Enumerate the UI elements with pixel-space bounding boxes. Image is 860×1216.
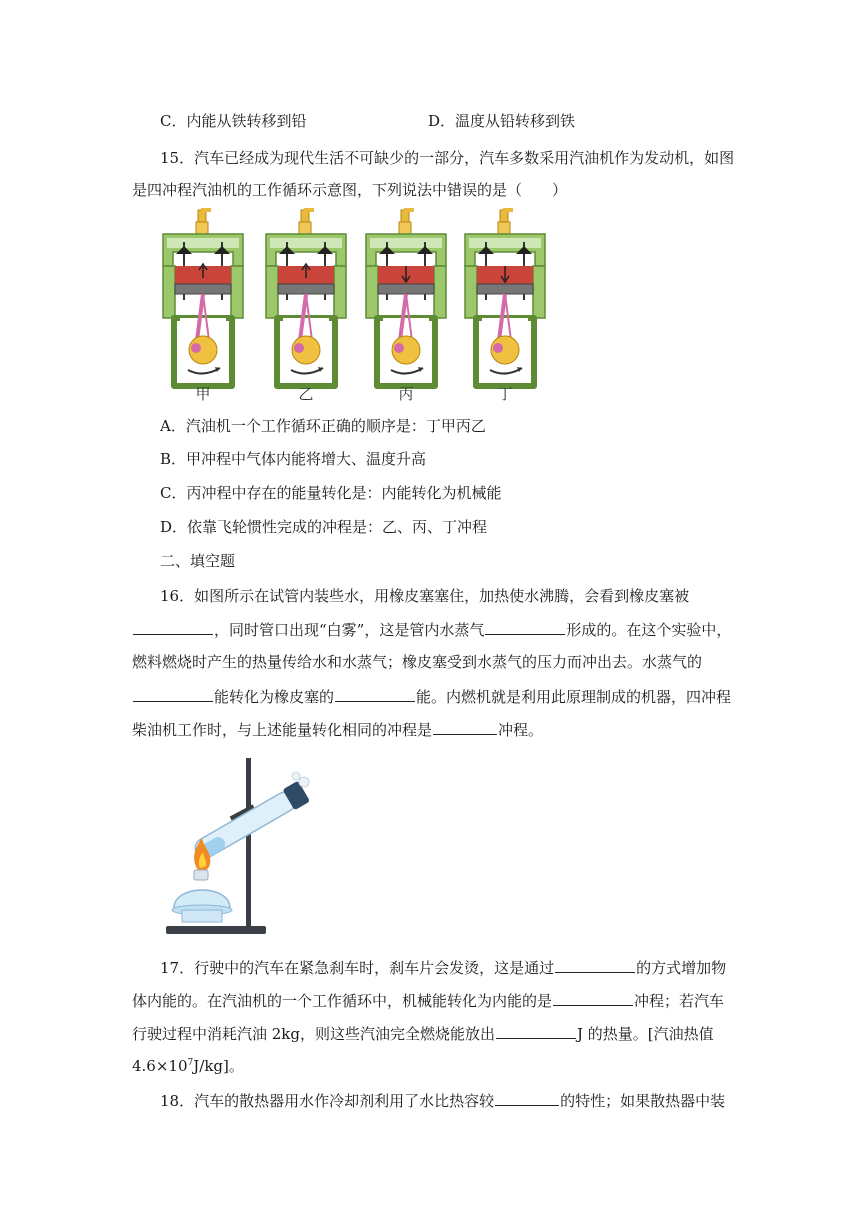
section-title: 二、填空题: [160, 552, 236, 570]
q17-line4: $4.6\times 10^7J/kg$]。: [132, 1057, 244, 1075]
q17-line3: 行驶过程中消耗汽油 2kg，则这些汽油完全燃烧能放出 J 的热量。[汽油热值: [132, 1022, 714, 1045]
q15-stem-line2: 是四冲程汽油机的工作循环示意图，下列说法中错误的是（ ）: [132, 181, 568, 199]
q17-line2: 体内能的。在汽油机的一个工作循环中，机械能转化为内能的是 冲程；若汽车: [132, 989, 724, 1012]
answer-blank[interactable]: [335, 685, 415, 702]
engine-label-ding: 丁: [497, 385, 513, 403]
q15-option-b: B．甲冲程中气体内能将增大、温度升高: [160, 450, 427, 468]
engine-label-yi: 乙: [298, 385, 314, 403]
q17-line1: 17．行驶中的汽车在紧急刹车时，刹车片会发烫，这是通过 的方式增加物: [160, 956, 726, 979]
q14-option-c: C．内能从铁转移到铅: [160, 112, 307, 130]
test-tube-experiment-figure: [160, 758, 320, 942]
q15-option-c: C．丙冲程中存在的能量转化是：内能转化为机械能: [160, 484, 502, 502]
answer-blank[interactable]: [555, 956, 635, 973]
q16-line5: 柴油机工作时，与上述能量转化相同的冲程是 冲程。: [132, 718, 543, 741]
answer-blank[interactable]: [433, 718, 497, 735]
q16-line1: 16．如图所示在试管内装些水，用橡皮塞塞住，加热使水沸腾，会看到橡皮塞被: [160, 587, 690, 605]
engine-label-jia: 甲: [195, 385, 211, 403]
answer-blank[interactable]: [133, 685, 213, 702]
answer-blank[interactable]: [485, 618, 565, 635]
answer-blank[interactable]: [133, 618, 213, 635]
q18-line1: 18．汽车的散热器用水作冷却剂利用了水比热容较 的特性；如果散热器中装: [160, 1089, 725, 1112]
q16-line4: 能转化为橡皮塞的 能。内燃机就是利用此原理制成的机器，四冲程: [132, 685, 731, 708]
q16-line3: 燃料燃烧时产生的热量传给水和水蒸气；橡皮塞受到水蒸气的压力而冲出去。水蒸气的: [132, 653, 703, 671]
engine-label-bing: 丙: [398, 385, 414, 403]
answer-blank[interactable]: [553, 989, 633, 1006]
q14-option-d: D．温度从铅转移到铁: [428, 112, 576, 130]
answer-blank[interactable]: [496, 1022, 576, 1039]
answer-blank[interactable]: [495, 1089, 559, 1106]
q16-line2: ，同时管口出现“白雾”，这是管内水蒸气 形成的。在这个实验中，: [132, 618, 731, 641]
q15-option-a: A．汽油机一个工作循环正确的顺序是：丁甲丙乙: [160, 417, 486, 435]
q15-stem-line1: 15．汽车已经成为现代生活不可缺少的一部分，汽车多数采用汽油机作为发动机，如图: [160, 149, 735, 167]
engine-cycle-figure: [158, 208, 558, 404]
q15-option-d: D．依靠飞轮惯性完成的冲程是：乙、丙、丁冲程: [160, 518, 488, 536]
